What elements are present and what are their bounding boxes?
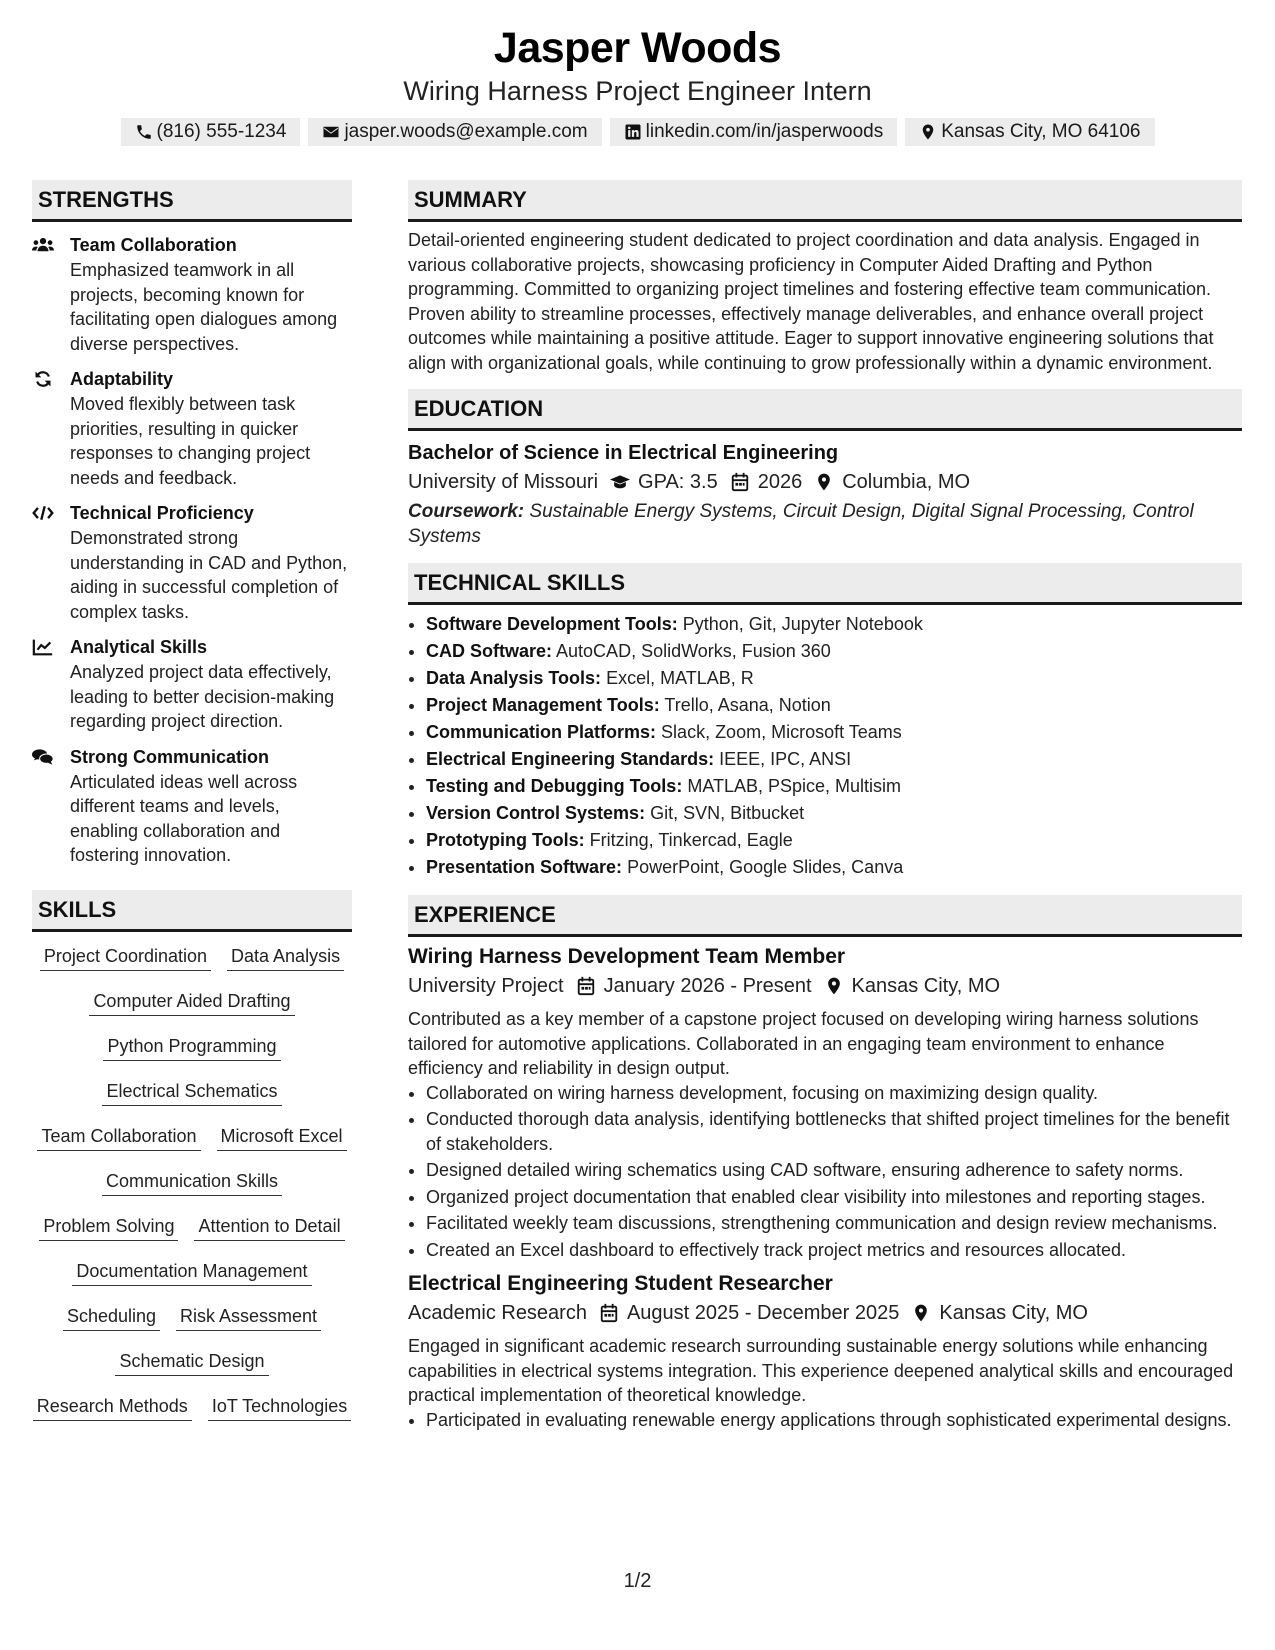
resume-header: [0, 22, 1275, 146]
gpa: GPA: 3.5: [638, 471, 718, 493]
strength-title: Adaptability: [70, 369, 174, 389]
list-item: • Organized project documentation that enabled clear visibility into milestones and reporting stages.: [426, 1185, 1242, 1210]
list-item: [426, 719, 1242, 746]
strength-desc: Analyzed project data effectively, leading to better decision-making regarding project direction.: [70, 662, 335, 731]
skill-label: Prototyping Tools:: [426, 830, 585, 850]
skill-value: Python, Git, Jupyter Notebook: [682, 614, 923, 634]
skill-value: Git, SVN, Bitbucket: [650, 803, 805, 823]
skill-chip: Risk Assessment: [176, 1302, 321, 1331]
contact-linkedin[interactable]: [610, 118, 898, 146]
calendar-icon: [599, 1303, 619, 1323]
linkedin-icon: [624, 123, 642, 141]
skill-chip: Team Collaboration: [37, 1122, 200, 1151]
job-description: Engaged in significant academic research surrounding sustainable energy solutions while enhancing capabilities in electrical systems integration. This experience deepened analytical skills and encouraged practical implementation of theoretical knowledge.: [408, 1336, 1234, 1405]
education-heading: EDUCATION: [408, 389, 1242, 431]
candidate-role: Wiring Harness Project Engineer Intern: [403, 76, 872, 106]
skill-value: AutoCAD, SolidWorks, Fusion 360: [556, 641, 831, 661]
contact-email-text: jasper.woods@example.com: [344, 121, 588, 142]
skills-heading: SKILLS: [32, 890, 352, 932]
list-item: [426, 692, 1242, 719]
job-org: Academic Research: [408, 1302, 587, 1324]
job-entry: [408, 943, 1242, 1262]
strength-title: Strong Communication: [70, 746, 269, 767]
code-icon: [32, 503, 54, 523]
right-column: [408, 180, 1242, 1434]
list-item: [426, 827, 1242, 854]
chart-line-icon: [32, 637, 54, 657]
graduation-cap-icon: [610, 472, 630, 492]
job-bullets: [408, 1408, 1242, 1433]
list-item: • Facilitated weekly team discussions, strengthening communication and design review mechanisms.: [426, 1211, 1242, 1236]
job-bullets: [408, 1081, 1242, 1263]
skill-label: Version Control Systems:: [426, 803, 646, 823]
skill-chip: Problem Solving: [39, 1212, 178, 1241]
contact-location-text: Kansas City, MO 64106: [941, 121, 1141, 142]
job-org: University Project: [408, 975, 564, 997]
technical-skills-heading: TECHNICAL SKILLS: [408, 563, 1242, 605]
skill-label: Presentation Software:: [426, 857, 623, 877]
skill-chip: Documentation Management: [72, 1257, 311, 1286]
strength-desc: Emphasized teamwork in all projects, becoming known for facilitating open dialogues among diverse perspectives.: [70, 260, 338, 354]
strength-item: [32, 634, 352, 734]
summary-text: Detail-oriented engineering student dedicated to project coordination and data analysis. Engaged in various collaborative projects, showcasing proficiency in Computer Aided Drafting and Python programming. Committed to organizing project timelines and fostering effective team communication. Proven ability to streamline processes, effectively manage deliverables, and enhance overall project outcomes while maintaining a positive attitude. Eager to support innovative engineering solutions that align with organizational goals, while continuing to grow professionally within a dynamic environment.: [408, 230, 1214, 373]
job-title: Electrical Engineering Student Researcher: [408, 1272, 833, 1295]
list-item: [426, 638, 1242, 665]
skill-chip: IoT Technologies: [208, 1392, 351, 1421]
skill-value: Excel, MATLAB, R: [606, 668, 754, 688]
skill-chip: Attention to Detail: [194, 1212, 344, 1241]
strength-item: [32, 500, 352, 624]
list-item: • Participated in evaluating renewable energy applications through sophisticated experimental designs.: [426, 1408, 1242, 1433]
phone-icon: [135, 123, 153, 141]
skill-label: Testing and Debugging Tools:: [426, 776, 683, 796]
skill-label: CAD Software:: [426, 641, 553, 661]
list-item: • Designed detailed wiring schematics using CAD software, ensuring adherence to safety norms.: [426, 1158, 1242, 1183]
skill-value: Fritzing, Tinkercad, Eagle: [589, 830, 793, 850]
strength-item: [32, 232, 352, 356]
summary-heading: SUMMARY: [408, 180, 1242, 222]
skill-label: Data Analysis Tools:: [426, 668, 602, 688]
skill-chip: Schematic Design: [115, 1347, 268, 1376]
contact-phone[interactable]: [121, 118, 301, 146]
skill-value: MATLAB, PSpice, Multisim: [687, 776, 902, 796]
comments-icon: [32, 747, 54, 767]
coursework-list: Sustainable Energy Systems, Circuit Design, Digital Signal Processing, Control Systems: [408, 501, 1194, 547]
experience-heading: EXPERIENCE: [408, 895, 1242, 937]
degree-title: Bachelor of Science in Electrical Engineering: [408, 442, 839, 464]
strength-title: Technical Proficiency: [70, 503, 254, 523]
coursework: [408, 499, 1242, 549]
skill-value: Slack, Zoom, Microsoft Teams: [661, 722, 902, 742]
calendar-icon: [730, 472, 750, 492]
skill-chip: Electrical Schematics: [102, 1077, 281, 1106]
strength-item: [32, 744, 352, 868]
list-item: [426, 665, 1242, 692]
skill-value: PowerPoint, Google Slides, Canva: [627, 857, 904, 877]
skills-list: [32, 942, 352, 1437]
location-pin-icon: [911, 1303, 931, 1323]
job-meta: [408, 971, 1242, 1001]
list-item: • Collaborated on wiring harness development, focusing on maximizing design quality.: [426, 1081, 1242, 1106]
strength-desc: Articulated ideas well across different teams and levels, enabling collaboration and fostering innovation.: [70, 771, 298, 865]
skill-chip: Data Analysis: [227, 942, 344, 971]
strength-item: [32, 366, 352, 490]
skill-chip: Project Coordination: [40, 942, 211, 971]
strengths-heading: STRENGTHS: [32, 180, 352, 222]
skill-label: Communication Platforms:: [426, 722, 657, 742]
job-title: Wiring Harness Development Team Member: [408, 945, 846, 968]
job-dates: August 2025 - December 2025: [626, 1302, 900, 1324]
list-item: • Conducted thorough data analysis, identifying bottlenecks that shifted project timelines for the benefit of stakeholders.: [426, 1107, 1242, 1156]
skill-chip: Python Programming: [103, 1032, 280, 1061]
education-meta: [408, 467, 1242, 497]
strength-title: Analytical Skills: [70, 637, 208, 657]
list-item: [426, 611, 1242, 638]
calendar-icon: [576, 976, 596, 996]
job-location: Kansas City, MO: [939, 1302, 1088, 1324]
skill-chip: Research Methods: [33, 1392, 192, 1421]
list-item: [426, 773, 1242, 800]
list-item: [426, 854, 1242, 881]
coursework-label: Coursework:: [408, 501, 525, 522]
skill-chip: Computer Aided Drafting: [89, 987, 294, 1016]
job-location: Kansas City, MO: [851, 975, 1001, 997]
job-meta: [408, 1298, 1242, 1328]
contact-bar: [0, 118, 1275, 146]
job-dates: January 2026 - Present: [603, 975, 812, 997]
list-item: • Created an Excel dashboard to effectively track project metrics and resources allocated.: [426, 1238, 1242, 1263]
contact-phone-text: (816) 555-1234: [156, 121, 287, 142]
location-pin-icon: [814, 472, 834, 492]
job-description: Contributed as a key member of a capstone project focused on developing wiring harness solutions tailored for automotive applications. Collaborated in an engaging team environment to enhance efficiency and reliability in design output.: [408, 1009, 1199, 1078]
sync-icon: [32, 369, 54, 389]
education-location: Columbia, MO: [842, 471, 971, 493]
technical-skills-list: [408, 611, 1242, 881]
page-number: 1/2: [623, 1570, 652, 1592]
skill-value: Trello, Asana, Notion: [664, 695, 831, 715]
strength-desc: Moved flexibly between task priorities, resulting in quicker responses to changing project needs and feedback.: [70, 394, 311, 488]
skill-label: Software Development Tools:: [426, 614, 678, 634]
list-item: [426, 800, 1242, 827]
users-icon: [32, 235, 54, 255]
location-pin-icon: [919, 123, 937, 141]
contact-email[interactable]: [308, 118, 601, 146]
contact-location: [905, 118, 1154, 146]
envelope-icon: [322, 123, 340, 141]
skill-chip: Microsoft Excel: [217, 1122, 347, 1151]
strength-title: Team Collaboration: [70, 235, 237, 255]
school-name: University of Missouri: [408, 471, 599, 493]
location-pin-icon: [824, 976, 844, 996]
job-entry: [408, 1270, 1242, 1432]
skill-chip: Communication Skills: [102, 1167, 282, 1196]
skill-label: Project Management Tools:: [426, 695, 660, 715]
graduation-year: 2026: [757, 471, 803, 493]
strength-desc: Demonstrated strong understanding in CAD and Python, aiding in successful completion of complex tasks.: [70, 528, 348, 622]
skill-value: IEEE, IPC, ANSI: [719, 749, 852, 769]
skill-chip: Scheduling: [63, 1302, 160, 1331]
skill-label: Electrical Engineering Standards:: [426, 749, 715, 769]
contact-linkedin-text: linkedin.com/in/jasperwoods: [645, 121, 884, 142]
left-column: [32, 180, 352, 1437]
candidate-name: Jasper Woods: [493, 24, 782, 72]
list-item: [426, 746, 1242, 773]
